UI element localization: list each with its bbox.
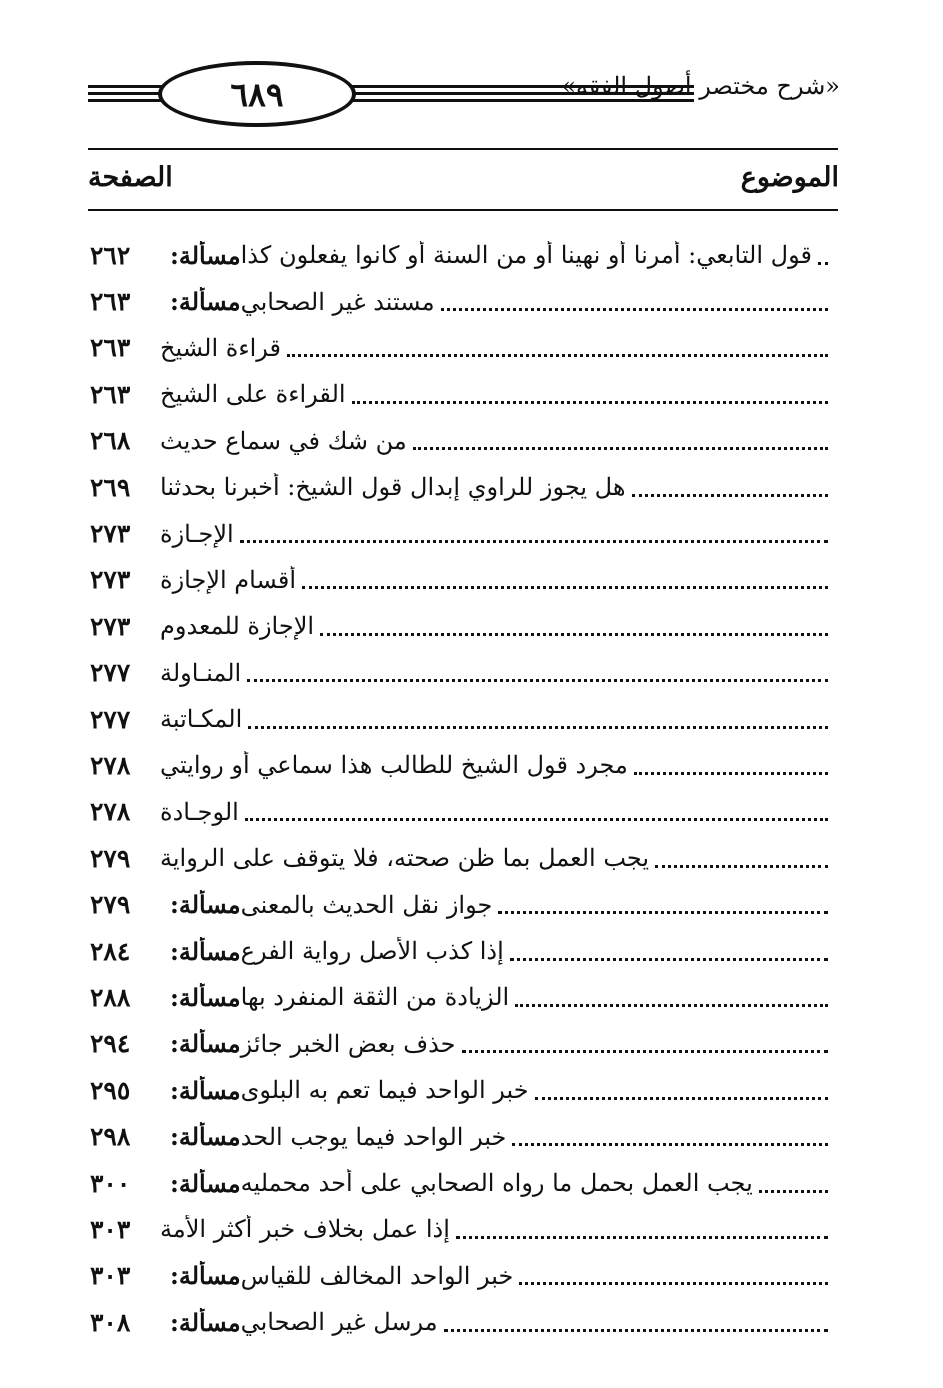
dot-leader bbox=[462, 1046, 828, 1053]
entry-title: الإجازة للمعدوم bbox=[160, 612, 315, 641]
toc-entry-text bbox=[160, 1261, 838, 1290]
toc-entry bbox=[88, 835, 838, 881]
entry-title: خبر الواحد فيما يوجب الحد bbox=[240, 1122, 507, 1151]
toc-entry-text bbox=[160, 798, 838, 826]
toc-entry-text bbox=[160, 659, 838, 687]
toc-entry bbox=[88, 1206, 838, 1252]
toc-entry-text bbox=[160, 1076, 838, 1105]
entry-title: مرسل غير الصحابي bbox=[240, 1308, 438, 1337]
entry-page-number: ٢٧٣ bbox=[90, 519, 131, 549]
entry-label: مسألة: bbox=[170, 240, 241, 270]
toc-entry-text bbox=[160, 890, 838, 919]
top-divider bbox=[88, 148, 838, 150]
dot-leader bbox=[413, 443, 828, 450]
dot-leader bbox=[655, 861, 828, 868]
toc-entry-text bbox=[160, 751, 838, 779]
dot-leader bbox=[632, 490, 829, 497]
entry-title: الوجـادة bbox=[160, 797, 239, 826]
toc-entry bbox=[88, 603, 838, 649]
entry-title: يجب العمل بحمل ما رواه الصحابي على أحد محمليه bbox=[240, 1169, 753, 1197]
entry-title: إذا كذب الأصل رواية الفرع bbox=[240, 937, 504, 966]
entry-label: مسألة: bbox=[170, 1075, 241, 1105]
toc-entry-text bbox=[160, 241, 838, 270]
entry-title: المنـاولة bbox=[160, 658, 242, 687]
toc-entry bbox=[88, 1253, 838, 1299]
entry-page-number: ٣٠٠ bbox=[90, 1168, 131, 1198]
dot-leader bbox=[240, 536, 828, 543]
toc-entry bbox=[88, 278, 838, 324]
entry-title: خبر الواحد المخالف للقياس bbox=[240, 1261, 514, 1290]
dot-leader bbox=[444, 1325, 828, 1332]
dot-leader bbox=[320, 629, 828, 636]
entry-page-number: ٢٧٩ bbox=[90, 843, 131, 873]
toc-entry-text bbox=[160, 380, 838, 408]
toc-entry-text bbox=[160, 844, 838, 872]
dot-leader bbox=[519, 1278, 828, 1285]
entry-page-number: ٢٦٣ bbox=[90, 379, 131, 409]
entry-title: خبر الواحد فيما تعم به البلوى bbox=[240, 1076, 529, 1105]
toc-entry bbox=[88, 1113, 838, 1159]
entry-title: من شك في سماع حديث bbox=[160, 426, 407, 455]
entry-title: قراءة الشيخ bbox=[160, 333, 281, 362]
entry-label: مسألة: bbox=[170, 1307, 241, 1337]
entry-page-number: ٣٠٣ bbox=[90, 1261, 131, 1291]
toc-entry-text bbox=[160, 334, 838, 362]
header-divider bbox=[88, 209, 838, 211]
toc-entry-text bbox=[160, 1029, 838, 1058]
entry-label: مسألة: bbox=[170, 1122, 241, 1152]
dot-leader bbox=[456, 1232, 828, 1239]
toc-entry bbox=[88, 928, 838, 974]
entry-title: يجب العمل بما ظن صحته، فلا يتوقف على الرواية bbox=[160, 844, 650, 873]
toc-entry-text bbox=[160, 705, 838, 733]
dot-leader bbox=[510, 954, 828, 961]
toc-entry bbox=[88, 1299, 838, 1345]
toc-entry-text bbox=[160, 520, 838, 548]
toc-entry bbox=[88, 742, 838, 788]
entry-title: أقسام الإجازة bbox=[160, 565, 297, 594]
column-header-subject: الموضوع bbox=[740, 162, 839, 193]
toc-entry bbox=[88, 371, 838, 417]
entry-label: مسألة: bbox=[170, 890, 241, 920]
toc-list bbox=[88, 232, 838, 1345]
toc-entry-text bbox=[160, 1308, 838, 1337]
entry-page-number: ٢٨٤ bbox=[90, 936, 131, 966]
entry-title: قول التابعي: أمرنا أو نهينا أو من السنة أو كانوا يفعلون كذا bbox=[240, 241, 812, 270]
toc-entry bbox=[88, 510, 838, 556]
page-header bbox=[88, 58, 840, 138]
toc-entry bbox=[88, 325, 838, 371]
toc-entry-text bbox=[160, 1169, 838, 1198]
entry-page-number: ٢٩٥ bbox=[90, 1075, 131, 1105]
entry-page-number: ٢٦٨ bbox=[90, 426, 131, 456]
entry-title: المكـاتبة bbox=[160, 705, 243, 734]
toc-entry-text bbox=[160, 612, 838, 640]
entry-label: مسألة: bbox=[170, 1261, 241, 1291]
toc-entry-text bbox=[160, 287, 838, 316]
dot-leader bbox=[634, 768, 828, 775]
entry-title: الإجـازة bbox=[160, 519, 234, 548]
entry-title: مستند غير الصحابي bbox=[240, 287, 435, 316]
entry-page-number: ٢٨٨ bbox=[90, 982, 131, 1012]
toc-entry-text bbox=[160, 566, 838, 594]
entry-page-number: ٢٦٢ bbox=[90, 240, 131, 270]
toc-entry-text bbox=[160, 473, 838, 501]
entry-label: مسألة: bbox=[170, 936, 241, 966]
entry-page-number: ٣٠٨ bbox=[90, 1307, 131, 1337]
entry-label: مسألة: bbox=[170, 287, 241, 317]
entry-title: حذف بعض الخبر جائز bbox=[240, 1029, 456, 1058]
entry-label: مسألة: bbox=[170, 982, 241, 1012]
entry-title: الزيادة من الثقة المنفرد بها bbox=[240, 983, 510, 1012]
toc-entry-text bbox=[160, 1122, 838, 1151]
entry-title: جواز نقل الحديث بالمعنى bbox=[240, 890, 493, 919]
toc-entry bbox=[88, 418, 838, 464]
entry-page-number: ٢٧٣ bbox=[90, 565, 131, 595]
entry-page-number: ٢٦٣ bbox=[90, 333, 131, 363]
toc-entry-text bbox=[160, 1215, 838, 1243]
toc-entry-text bbox=[160, 983, 838, 1012]
toc-entry bbox=[88, 881, 838, 927]
toc-entry bbox=[88, 974, 838, 1020]
book-title: «شرح مختصر أصول الفقه» bbox=[561, 72, 840, 100]
entry-title: هل يجوز للراوي إبدال قول الشيخ: أخبرنا بحدثنا bbox=[160, 473, 626, 502]
column-header-page: الصفحة bbox=[88, 162, 173, 193]
header-rule-left bbox=[88, 85, 168, 106]
entry-page-number: ٢٧٨ bbox=[90, 750, 131, 780]
entry-label: مسألة: bbox=[170, 1029, 241, 1059]
dot-leader bbox=[248, 722, 828, 729]
toc-entry bbox=[88, 1067, 838, 1113]
dot-leader bbox=[352, 397, 828, 404]
entry-page-number: ٣٠٣ bbox=[90, 1214, 131, 1244]
dot-leader bbox=[441, 304, 828, 311]
toc-entry bbox=[88, 557, 838, 603]
toc-entry bbox=[88, 1021, 838, 1067]
dot-leader bbox=[498, 907, 828, 914]
toc-entry-text bbox=[160, 427, 838, 455]
dot-leader bbox=[302, 582, 828, 589]
entry-title: القراءة على الشيخ bbox=[160, 380, 346, 409]
dot-leader bbox=[818, 258, 828, 265]
entry-title: مجرد قول الشيخ للطالب هذا سماعي أو روايتي bbox=[160, 751, 628, 780]
entry-page-number: ٢٧٣ bbox=[90, 611, 131, 641]
dot-leader bbox=[245, 814, 828, 821]
entry-label: مسألة: bbox=[170, 1168, 241, 1198]
dot-leader bbox=[759, 1186, 828, 1193]
toc-entry bbox=[88, 464, 838, 510]
entry-title: إذا عمل بخلاف خبر أكثر الأمة bbox=[160, 1215, 450, 1244]
entry-page-number: ٢٦٩ bbox=[90, 472, 131, 502]
toc-entry bbox=[88, 1160, 838, 1206]
entry-page-number: ٢٩٨ bbox=[90, 1122, 131, 1152]
toc-entry bbox=[88, 232, 838, 278]
entry-page-number: ٢٧٧ bbox=[90, 704, 131, 734]
entry-page-number: ٢٩٤ bbox=[90, 1029, 131, 1059]
entry-page-number: ٢٧٧ bbox=[90, 658, 131, 688]
page-number: ٦٨٩ bbox=[158, 61, 356, 127]
entry-page-number: ٢٧٨ bbox=[90, 797, 131, 827]
dot-leader bbox=[535, 1093, 828, 1100]
dot-leader bbox=[515, 1000, 828, 1007]
dot-leader bbox=[512, 1139, 828, 1146]
toc-entry bbox=[88, 696, 838, 742]
dot-leader bbox=[287, 350, 828, 357]
entry-page-number: ٢٦٣ bbox=[90, 287, 131, 317]
dot-leader bbox=[247, 675, 828, 682]
toc-entry-text bbox=[160, 937, 838, 966]
toc-entry bbox=[88, 650, 838, 696]
entry-page-number: ٢٧٩ bbox=[90, 890, 131, 920]
toc-entry bbox=[88, 789, 838, 835]
